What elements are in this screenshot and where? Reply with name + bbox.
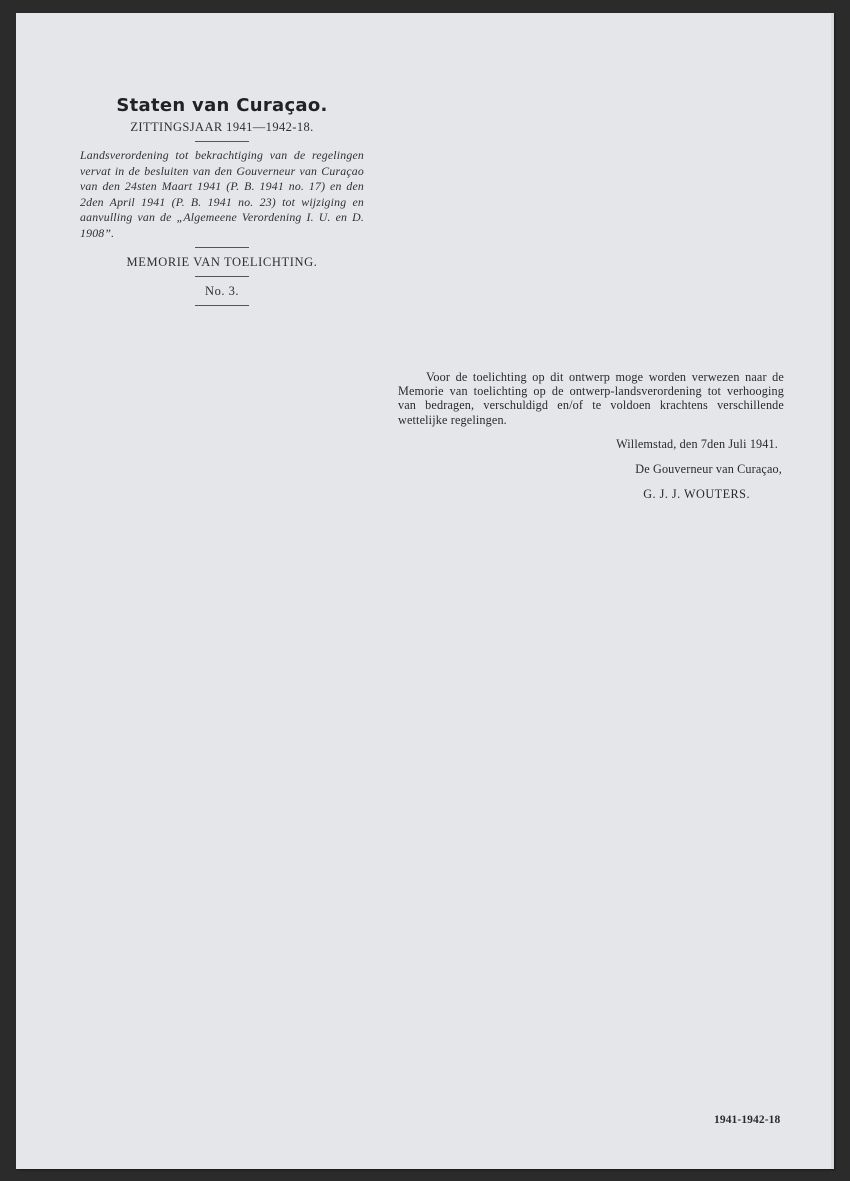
session-year: ZITTINGSJAAR 1941—1942-18. [130,120,314,134]
body-block [398,370,784,501]
divider [195,305,249,306]
footer-document-number: 1941-1942-18 [714,1114,781,1126]
divider [195,247,249,248]
header-block [76,95,368,312]
place-date: Willemstad, den 7den Juli 1941. [616,436,778,451]
document-title: Staten van Curaçao. [116,95,328,116]
divider [195,276,249,277]
signatory-title: De Gouverneur van Curaçao, [635,461,782,476]
signatory-name: G. J. J. WOUTERS. [643,486,750,501]
document-type: MEMORIE VAN TOELICHTING. [126,255,318,269]
document-page [16,13,834,1169]
body-paragraph: Voor de toelichting op dit ontwerp moge worden verwezen naar de Memorie van toelichting op de ontwerp-landsverordening tot verhooging van bedragen, verschuldigd en/of te voldoen krachtens verschillende wettelijke regelingen. [398,370,784,427]
page-edge [831,13,834,1169]
document-number-label: No. 3. [205,284,239,298]
divider [195,141,249,142]
ordinance-description: Landsverordening tot bekrachtiging van de regelingen vervat in de besluiten van den Gouverneur van Curaçao van den 24sten Maart 1941 (P. B. 1941 no. 17) en den 2den April 1941 (P. B. 1941 no. 23) tot wijziging en aanvulling van de „Algemeene Verordening I. U. en D. 1908”. [80,148,364,240]
